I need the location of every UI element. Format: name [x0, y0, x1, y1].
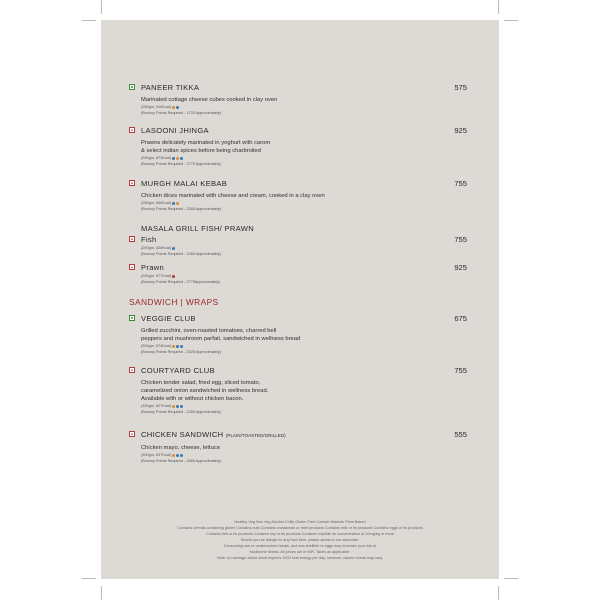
item-points: (Bonvoy Points Required - 2265 Approximately) [141, 410, 221, 414]
legend-line: Consuming raw or undercooked meats, and sea shellfish or eggs may increase your risk of [223, 544, 377, 548]
item-description: Chicken mayo, cheese, lettuce [141, 445, 220, 451]
menu-item [141, 83, 467, 116]
menu-item [141, 263, 467, 285]
item-portion: (300gm, 637Kcal) [141, 452, 467, 458]
item-portion: (250gm, 516Kcal) [141, 104, 467, 110]
crop-mark [82, 578, 96, 579]
item-name: Prawn [141, 263, 165, 272]
item-name: VEGGIE CLUB [141, 314, 196, 323]
item-portion: (250gm, 873Kcal) [141, 155, 467, 161]
item-name: PANEER TIKKA [141, 83, 200, 92]
menu-item [141, 126, 467, 167]
legend-line: Note: An average active adult requires 2000 kcal energy per day, however, calorie needs may vary. [217, 556, 383, 560]
menu-item [141, 430, 467, 464]
menu-item [141, 179, 467, 212]
item-points: (Bonvoy Points Required - 1725 Approximately) [141, 111, 221, 115]
item-portion: (250gm, 646Kcal) [141, 200, 467, 206]
item-name: LASOONI JHINGA [141, 126, 209, 135]
non-veg-icon [129, 180, 135, 186]
crop-mark [504, 20, 518, 21]
crop-mark [504, 578, 518, 579]
item-name: MURGH MALAI KEBAB [141, 179, 228, 188]
item-price: 755 [454, 235, 467, 244]
item-description: Chicken dices marinated with cheese and cream, cooked in a clay oven [141, 193, 325, 199]
menu-page [101, 20, 499, 579]
non-veg-icon [129, 431, 135, 437]
legend-line: Contains fish or its products Contains soy or its products Contains sulphite on concentration of 10mg/kg or more [205, 532, 395, 536]
item-price: 925 [454, 126, 467, 135]
item-portion: (400gm, 827Kcal) [141, 403, 467, 409]
crop-mark [101, 0, 102, 14]
item-portion: (300gm, 574Kcal) [141, 343, 467, 349]
item-price: 555 [454, 430, 467, 439]
item-description: Grilled zucchini, oven-roasted tomatoes, charred bell peppers and mushroom parfait, sandwiched in wellness bread [141, 328, 301, 342]
item-points: (Bonvoy Points Required - 2025 Approximately) [141, 350, 221, 354]
crop-mark [498, 0, 499, 14]
legend-line: Contains cereals containing gluten Contains nuts Contains crustacean or their products Contains milk or its products Contains eggs or its products [177, 526, 423, 530]
crop-mark [101, 586, 102, 600]
item-points: (Bonvoy Points Required - 1665 Approximately) [141, 459, 221, 463]
menu-item [141, 314, 467, 355]
dietary-legend [121, 519, 479, 561]
item-description: Prawns delicately marinated in yoghurt with carom & select indian spices before being charbroiled [141, 140, 271, 154]
item-description: Chicken tender salad, fried egg, sliced tomato, caramelized onion sandwiched in wellness bread. Available with or without chicken bacon. [141, 380, 269, 402]
non-veg-icon [129, 127, 135, 133]
crop-mark [82, 20, 96, 21]
legend-line: foodborne illness. All prices are in INR. Taxes as applicable. [249, 550, 351, 554]
legend-line: Should you be allergic to any food item, please speak to our associate. [240, 538, 360, 542]
menu-item [141, 366, 467, 415]
item-price: 925 [454, 263, 467, 272]
item-name: CHICKEN SANDWICH (PLAIN/TOASTED/GRILLED) [141, 430, 286, 439]
legend-line: Healthy Veg Non Veg Alcohol Chilly Gluten Free Contain Walnuts Plant Based [234, 520, 366, 524]
item-name: Fish [141, 235, 157, 244]
non-veg-icon [129, 264, 135, 270]
item-points: (Bonvoy Points Required - 2775 Approximately) [141, 162, 221, 166]
item-price: 755 [454, 179, 467, 188]
veg-icon [129, 315, 135, 321]
crop-mark [498, 586, 499, 600]
menu-item [141, 235, 467, 257]
item-points: (Bonvoy Points Required - 2265 Approximately) [141, 207, 221, 211]
item-points: (Bonvoy Points Required - 2775Approximately) [141, 280, 221, 284]
non-veg-icon [129, 236, 135, 242]
veg-icon [129, 84, 135, 90]
item-price: 575 [454, 83, 467, 92]
non-veg-icon [129, 367, 135, 373]
item-price: 755 [454, 366, 467, 375]
section-title: SANDWICH | WRAPS [129, 297, 219, 307]
item-portion: (250gm, 526Kcal) [141, 245, 467, 251]
item-price: 675 [454, 314, 467, 323]
group-heading: MASALA GRILL FISH/ PRAWN [141, 224, 254, 233]
item-name: COURTYARD CLUB [141, 366, 215, 375]
item-portion: (250gm, 977Kcal) [141, 273, 467, 279]
item-description: Marinated cottage cheese cubes cooked in clay oven [141, 97, 278, 103]
item-points: (Bonvoy Points Required - 2265 Approximately) [141, 252, 221, 256]
